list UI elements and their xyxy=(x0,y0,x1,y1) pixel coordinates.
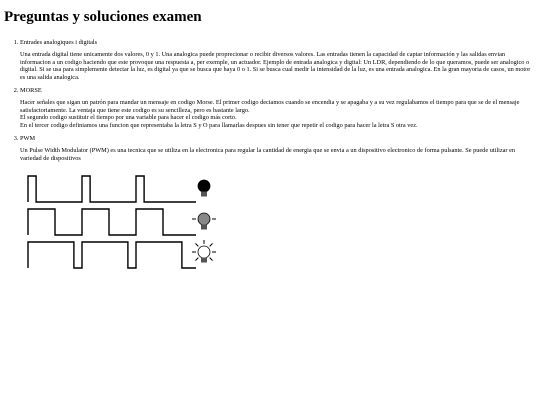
pwm-figure xyxy=(4,170,534,280)
pwm-waveform xyxy=(28,209,196,235)
item-title: 2. MORSE xyxy=(20,87,42,95)
paragraph: Un Pulse Width Modulator (PWM) es una tecnica que se utiliza en la electronica para regular la cantidad de energia que se envia a un dispositivo electronico de forma pulsante. Se puede utilizar en variedad de dispositivos xyxy=(20,147,516,162)
pwm-waveform xyxy=(28,242,196,268)
paragraph: En el tercer codigo definiamos una funcion que representaba la letra S y O para llamarlas despues sin tener que repetir el codigo para hacer la letra S otra vez. xyxy=(20,121,418,129)
list-item-pwm xyxy=(20,135,534,162)
item-body xyxy=(20,99,534,129)
pwm-waveform xyxy=(28,176,196,202)
item-title: 3. PWM xyxy=(20,135,36,143)
item-body xyxy=(20,51,534,81)
document-page xyxy=(4,0,534,280)
page-title: Preguntas y soluciones examen xyxy=(4,9,202,25)
bulb-dark-icon xyxy=(198,180,210,197)
question-list xyxy=(4,39,534,162)
list-item-morse xyxy=(20,87,534,129)
paragraph: Hacer señales que sigan un patrón para mandar un mensaje en codigo Morse. El primer codigo deciamos cuando se encendia y se apagaba y a su vez regulabamos el tiempo para que se de el mensaje satisfactoriamente. La ventaja que tiene este codigo es su sencilleza, pero es bastante largo. xyxy=(20,99,520,114)
pwm-diagram xyxy=(4,170,244,280)
list-item-entrades xyxy=(20,39,534,81)
paragraph: El segundo codigo sustituir el tiempo por una variable para hacer el codigo más corto. xyxy=(20,114,237,122)
item-title: 1. Entrades analogiques i digitals xyxy=(20,39,98,46)
bulb-medium-icon xyxy=(192,213,216,230)
item-body xyxy=(20,147,534,162)
paragraph: Una entrada digital tiene unicamente dos valores, 0 y 1. Una analogica puede proprecionar o recibir diversos valores. Las entradas tienen la capacidad de captar información y las salidas envian informacion a un codigo haciendo que este provoque una respuesta a, per exemple, un actuador. Ejemplo de entrada analogica y digital: Un LDR, dependiendo de lo que queramos, puede ser analogico o digital. Si se usa para simplemente detectar la luz, es digital ya que se busca que haya 0 o 1. Si se busca cual medir la intensidad de la luz, es una entrada analogica. En la gran mayoria de casos, un motor es una salida analogica. xyxy=(20,51,531,81)
bulb-bright-icon xyxy=(192,240,216,263)
